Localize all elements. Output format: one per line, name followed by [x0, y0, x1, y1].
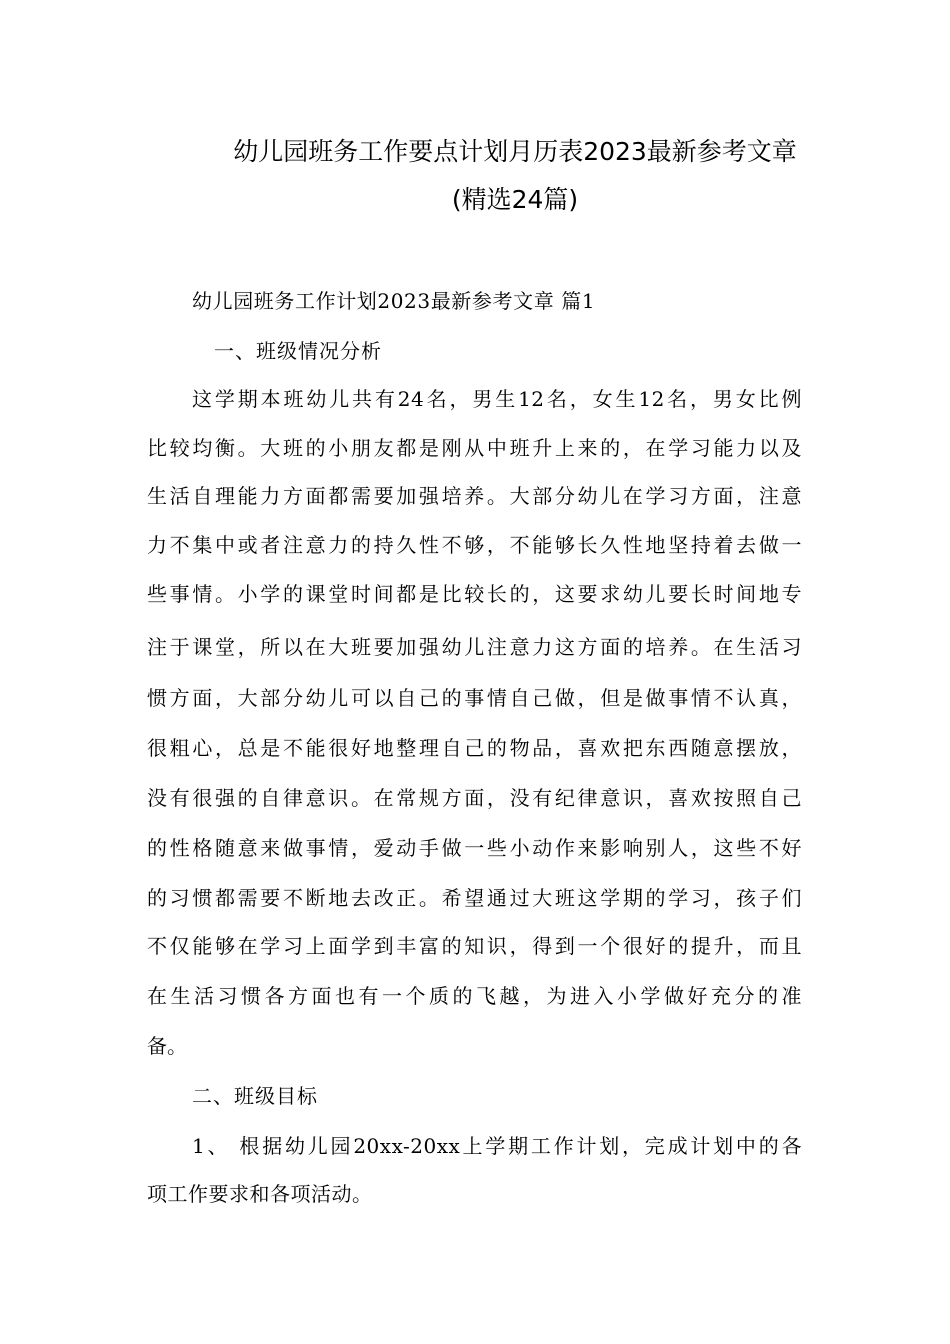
paragraph-line: 比较均衡。大班的小朋友都是刚从中班升上来的，在学习能力以及: [147, 436, 802, 460]
document-subtitle: (精选24篇): [451, 185, 579, 214]
paragraph-line: 的习惯都需要不断地去改正。希望通过大班这学期的学习，孩子们: [147, 886, 802, 910]
section-heading-situation: 一、班级情况分析: [214, 339, 382, 363]
paragraph-line: 很粗心，总是不能很好地整理自己的物品，喜欢把东西随意摆放，: [147, 736, 802, 760]
paragraph-line: 在生活习惯各方面也有一个质的飞越，为进入小学做好充分的准: [147, 984, 802, 1008]
list-item-line: 1、 根据幼儿园20xx-20xx上学期工作计划，完成计划中的各: [192, 1134, 802, 1158]
paragraph-line: 备。: [147, 1034, 187, 1058]
document-title: 幼儿园班务工作要点计划月历表2023最新参考文章: [233, 137, 797, 166]
paragraph-line: 生活自理能力方面都需要加强培养。大部分幼儿在学习方面，注意: [147, 484, 802, 508]
paragraph-line: 注于课堂，所以在大班要加强幼儿注意力这方面的培养。在生活习: [147, 635, 802, 659]
paragraph-line: 惯方面，大部分幼儿可以自己的事情自己做，但是做事情不认真，: [147, 686, 802, 710]
article-heading: 幼儿园班务工作计划2023最新参考文章 篇1: [192, 289, 596, 313]
paragraph-line: 些事情。小学的课堂时间都是比较长的，这要求幼儿要长时间地专: [147, 582, 802, 606]
list-item-line: 项工作要求和各项活动。: [147, 1182, 373, 1206]
paragraph-line: 力不集中或者注意力的持久性不够，不能够长久性地坚持着去做一: [147, 533, 802, 557]
paragraph-line: 这学期本班幼儿共有24名，男生12名，女生12名，男女比例: [192, 387, 802, 411]
paragraph-line: 不仅能够在学习上面学到丰富的知识，得到一个很好的提升，而且: [147, 934, 802, 958]
paragraph-line: 的性格随意来做事情，爱动手做一些小动作来影响别人，这些不好: [147, 836, 802, 860]
section-heading-goals: 二、班级目标: [192, 1084, 318, 1108]
paragraph-line: 没有很强的自律意识。在常规方面，没有纪律意识，喜欢按照自己: [147, 786, 802, 810]
